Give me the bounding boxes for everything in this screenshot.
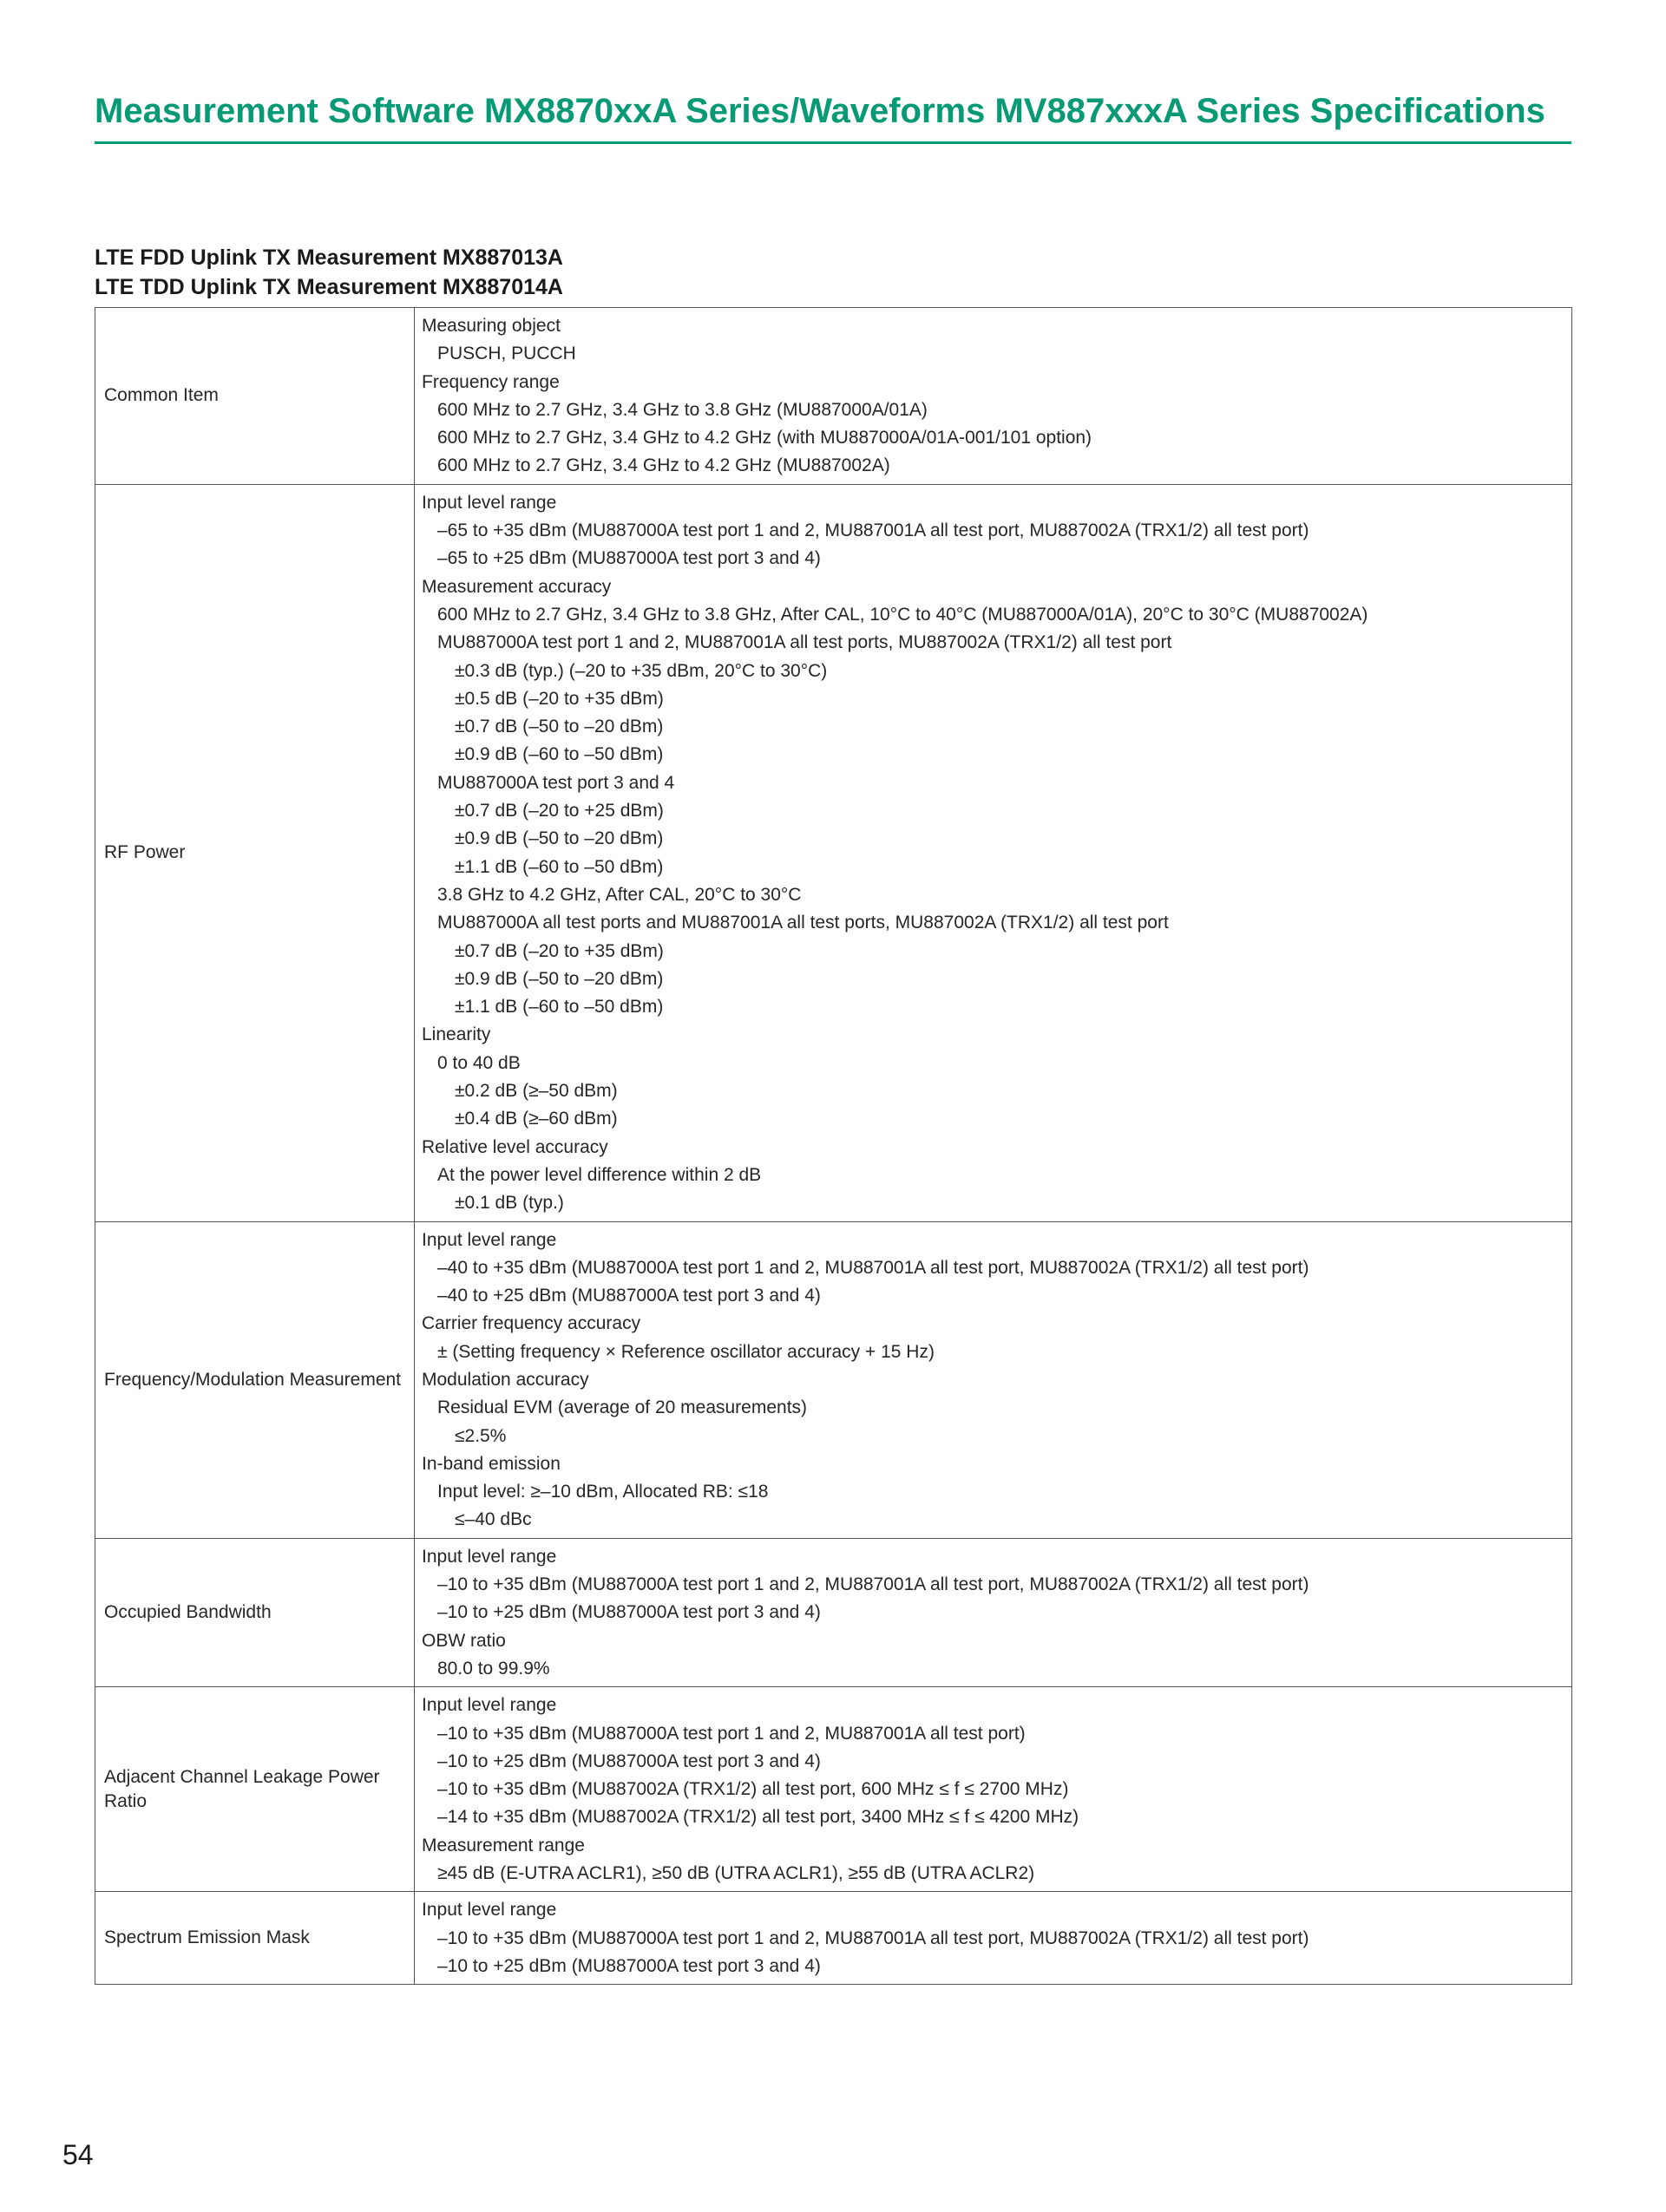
spec-item-details	[415, 308, 1572, 485]
spec-item-name: Frequency/Modulation Measurement	[95, 1221, 415, 1538]
spec-line: –65 to +25 dBm (MU887000A test port 3 and 4)	[437, 548, 821, 569]
spec-line: Linearity	[422, 1024, 491, 1045]
spec-line: Input level range	[422, 1695, 557, 1716]
spec-line: –10 to +35 dBm (MU887000A test port 1 and 2, MU887001A all test port)	[437, 1723, 1026, 1744]
spec-line: –10 to +25 dBm (MU887000A test port 3 and 4)	[437, 1751, 821, 1771]
spec-line: ≤–40 dBc	[455, 1509, 532, 1530]
spec-row	[95, 1538, 1572, 1686]
spec-item-name: Occupied Bandwidth	[95, 1538, 415, 1686]
spec-line: Input level: ≥–10 dBm, Allocated RB: ≤18	[437, 1482, 769, 1502]
spec-line: 600 MHz to 2.7 GHz, 3.4 GHz to 4.2 GHz (with MU887000A/01A-001/101 option)	[437, 428, 1092, 448]
section-headings	[95, 243, 563, 302]
spec-item-details	[415, 1687, 1572, 1892]
spec-line: –40 to +25 dBm (MU887000A test port 3 and 4)	[437, 1286, 821, 1306]
spec-line: Measuring object	[422, 316, 561, 336]
spec-line: ±0.7 dB (–20 to +35 dBm)	[455, 940, 664, 961]
spec-line: Frequency range	[422, 371, 560, 392]
spec-row	[95, 484, 1572, 1221]
spec-line: MU887000A all test ports and MU887001A all test ports, MU887002A (TRX1/2) all test port	[437, 913, 1169, 933]
spec-line: Input level range	[422, 1229, 557, 1250]
spec-line: ±1.1 dB (–60 to –50 dBm)	[455, 856, 664, 877]
spec-line: 3.8 GHz to 4.2 GHz, After CAL, 20°C to 30°C	[437, 884, 802, 905]
spec-line: Carrier frequency accuracy	[422, 1313, 641, 1334]
spec-line: ±0.7 dB (–20 to +25 dBm)	[455, 801, 664, 821]
spec-line: Measurement accuracy	[422, 576, 612, 597]
spec-line: –14 to +35 dBm (MU887002A (TRX1/2) all test port, 3400 MHz ≤ f ≤ 4200 MHz)	[437, 1807, 1079, 1828]
spec-line: Input level range	[422, 1546, 557, 1567]
spec-line: ±0.1 dB (typ.)	[455, 1193, 564, 1214]
spec-item-details	[415, 1221, 1572, 1538]
spec-line: Relative level accuracy	[422, 1136, 608, 1157]
section-heading-fdd: LTE FDD Uplink TX Measurement MX887013A	[95, 245, 563, 270]
spec-line: 600 MHz to 2.7 GHz, 3.4 GHz to 3.8 GHz, After CAL, 10°C to 40°C (MU887000A/01A), 20°C to 30°C (MU887002A)	[437, 604, 1368, 625]
spec-row	[95, 1687, 1572, 1892]
spec-line: At the power level difference within 2 dB	[437, 1164, 762, 1185]
spec-row	[95, 1221, 1572, 1538]
spec-item-name: Common Item	[95, 308, 415, 485]
spec-line: ± (Setting frequency × Reference oscillator accuracy + 15 Hz)	[437, 1341, 935, 1362]
spec-line: ±0.2 dB (≥–50 dBm)	[455, 1081, 618, 1102]
page-number: 54	[62, 2139, 94, 2170]
spec-line: ±0.9 dB (–50 to –20 dBm)	[455, 968, 664, 989]
spec-table	[95, 307, 1572, 1985]
spec-line: ±0.4 dB (≥–60 dBm)	[455, 1109, 618, 1129]
spec-line: –10 to +35 dBm (MU887000A test port 1 and 2, MU887001A all test port, MU887002A (TRX1/2) all test port)	[437, 1574, 1309, 1595]
spec-row	[95, 308, 1572, 485]
spec-line: Measurement range	[422, 1835, 585, 1855]
spec-line: ±0.3 dB (typ.) (–20 to +35 dBm, 20°C to 30°C)	[455, 660, 828, 681]
spec-item-details	[415, 484, 1572, 1221]
spec-item-details	[415, 1892, 1572, 1985]
spec-line: Modulation accuracy	[422, 1369, 589, 1390]
spec-line: Input level range	[422, 492, 557, 513]
spec-line: Input level range	[422, 1900, 557, 1921]
spec-line: MU887000A test port 3 and 4	[437, 772, 675, 793]
spec-line: PUSCH, PUCCH	[437, 344, 576, 364]
spec-line: ≥45 dB (E-UTRA ACLR1), ≥50 dB (UTRA ACLR1), ≥55 dB (UTRA ACLR2)	[437, 1863, 1035, 1884]
spec-line: –65 to +35 dBm (MU887000A test port 1 and 2, MU887001A all test port, MU887002A (TRX1/2) all test port)	[437, 520, 1309, 541]
spec-item-name: Spectrum Emission Mask	[95, 1892, 415, 1985]
spec-item-details	[415, 1538, 1572, 1686]
spec-line: Residual EVM (average of 20 measurements)	[437, 1397, 808, 1418]
spec-line: –40 to +35 dBm (MU887000A test port 1 and 2, MU887001A all test port, MU887002A (TRX1/2) all test port)	[437, 1257, 1309, 1278]
spec-line: ±1.1 dB (–60 to –50 dBm)	[455, 997, 664, 1018]
spec-line: ±0.7 dB (–50 to –20 dBm)	[455, 717, 664, 737]
page-title: Measurement Software MX8870xxA Series/Waveforms MV887xxxA Series Specifications	[95, 92, 1545, 130]
spec-line: ±0.9 dB (–50 to –20 dBm)	[455, 828, 664, 849]
spec-line: MU887000A test port 1 and 2, MU887001A all test ports, MU887002A (TRX1/2) all test port	[437, 632, 1172, 653]
spec-item-name: Adjacent Channel Leakage Power Ratio	[95, 1687, 415, 1892]
spec-line: 0 to 40 dB	[437, 1052, 521, 1073]
spec-table-body	[95, 308, 1572, 1985]
spec-line: In-band emission	[422, 1453, 561, 1474]
spec-line: ±0.9 dB (–60 to –50 dBm)	[455, 744, 664, 765]
spec-line: –10 to +25 dBm (MU887000A test port 3 and 4)	[437, 1955, 821, 1976]
title-divider	[95, 141, 1571, 144]
spec-line: –10 to +25 dBm (MU887000A test port 3 and 4)	[437, 1602, 821, 1623]
spec-line: ≤2.5%	[455, 1425, 507, 1446]
spec-line: 80.0 to 99.9%	[437, 1658, 550, 1679]
spec-line: –10 to +35 dBm (MU887000A test port 1 and 2, MU887001A all test port, MU887002A (TRX1/2) all test port)	[437, 1927, 1309, 1948]
spec-line: ±0.5 dB (–20 to +35 dBm)	[455, 688, 664, 709]
spec-line: –10 to +35 dBm (MU887002A (TRX1/2) all test port, 600 MHz ≤ f ≤ 2700 MHz)	[437, 1779, 1069, 1800]
spec-row	[95, 1892, 1572, 1985]
spec-line: OBW ratio	[422, 1630, 506, 1651]
section-heading-tdd: LTE TDD Uplink TX Measurement MX887014A	[95, 275, 563, 299]
spec-item-name: RF Power	[95, 484, 415, 1221]
spec-line: 600 MHz to 2.7 GHz, 3.4 GHz to 4.2 GHz (MU887002A)	[437, 455, 890, 476]
spec-line: 600 MHz to 2.7 GHz, 3.4 GHz to 3.8 GHz (MU887000A/01A)	[437, 399, 928, 420]
